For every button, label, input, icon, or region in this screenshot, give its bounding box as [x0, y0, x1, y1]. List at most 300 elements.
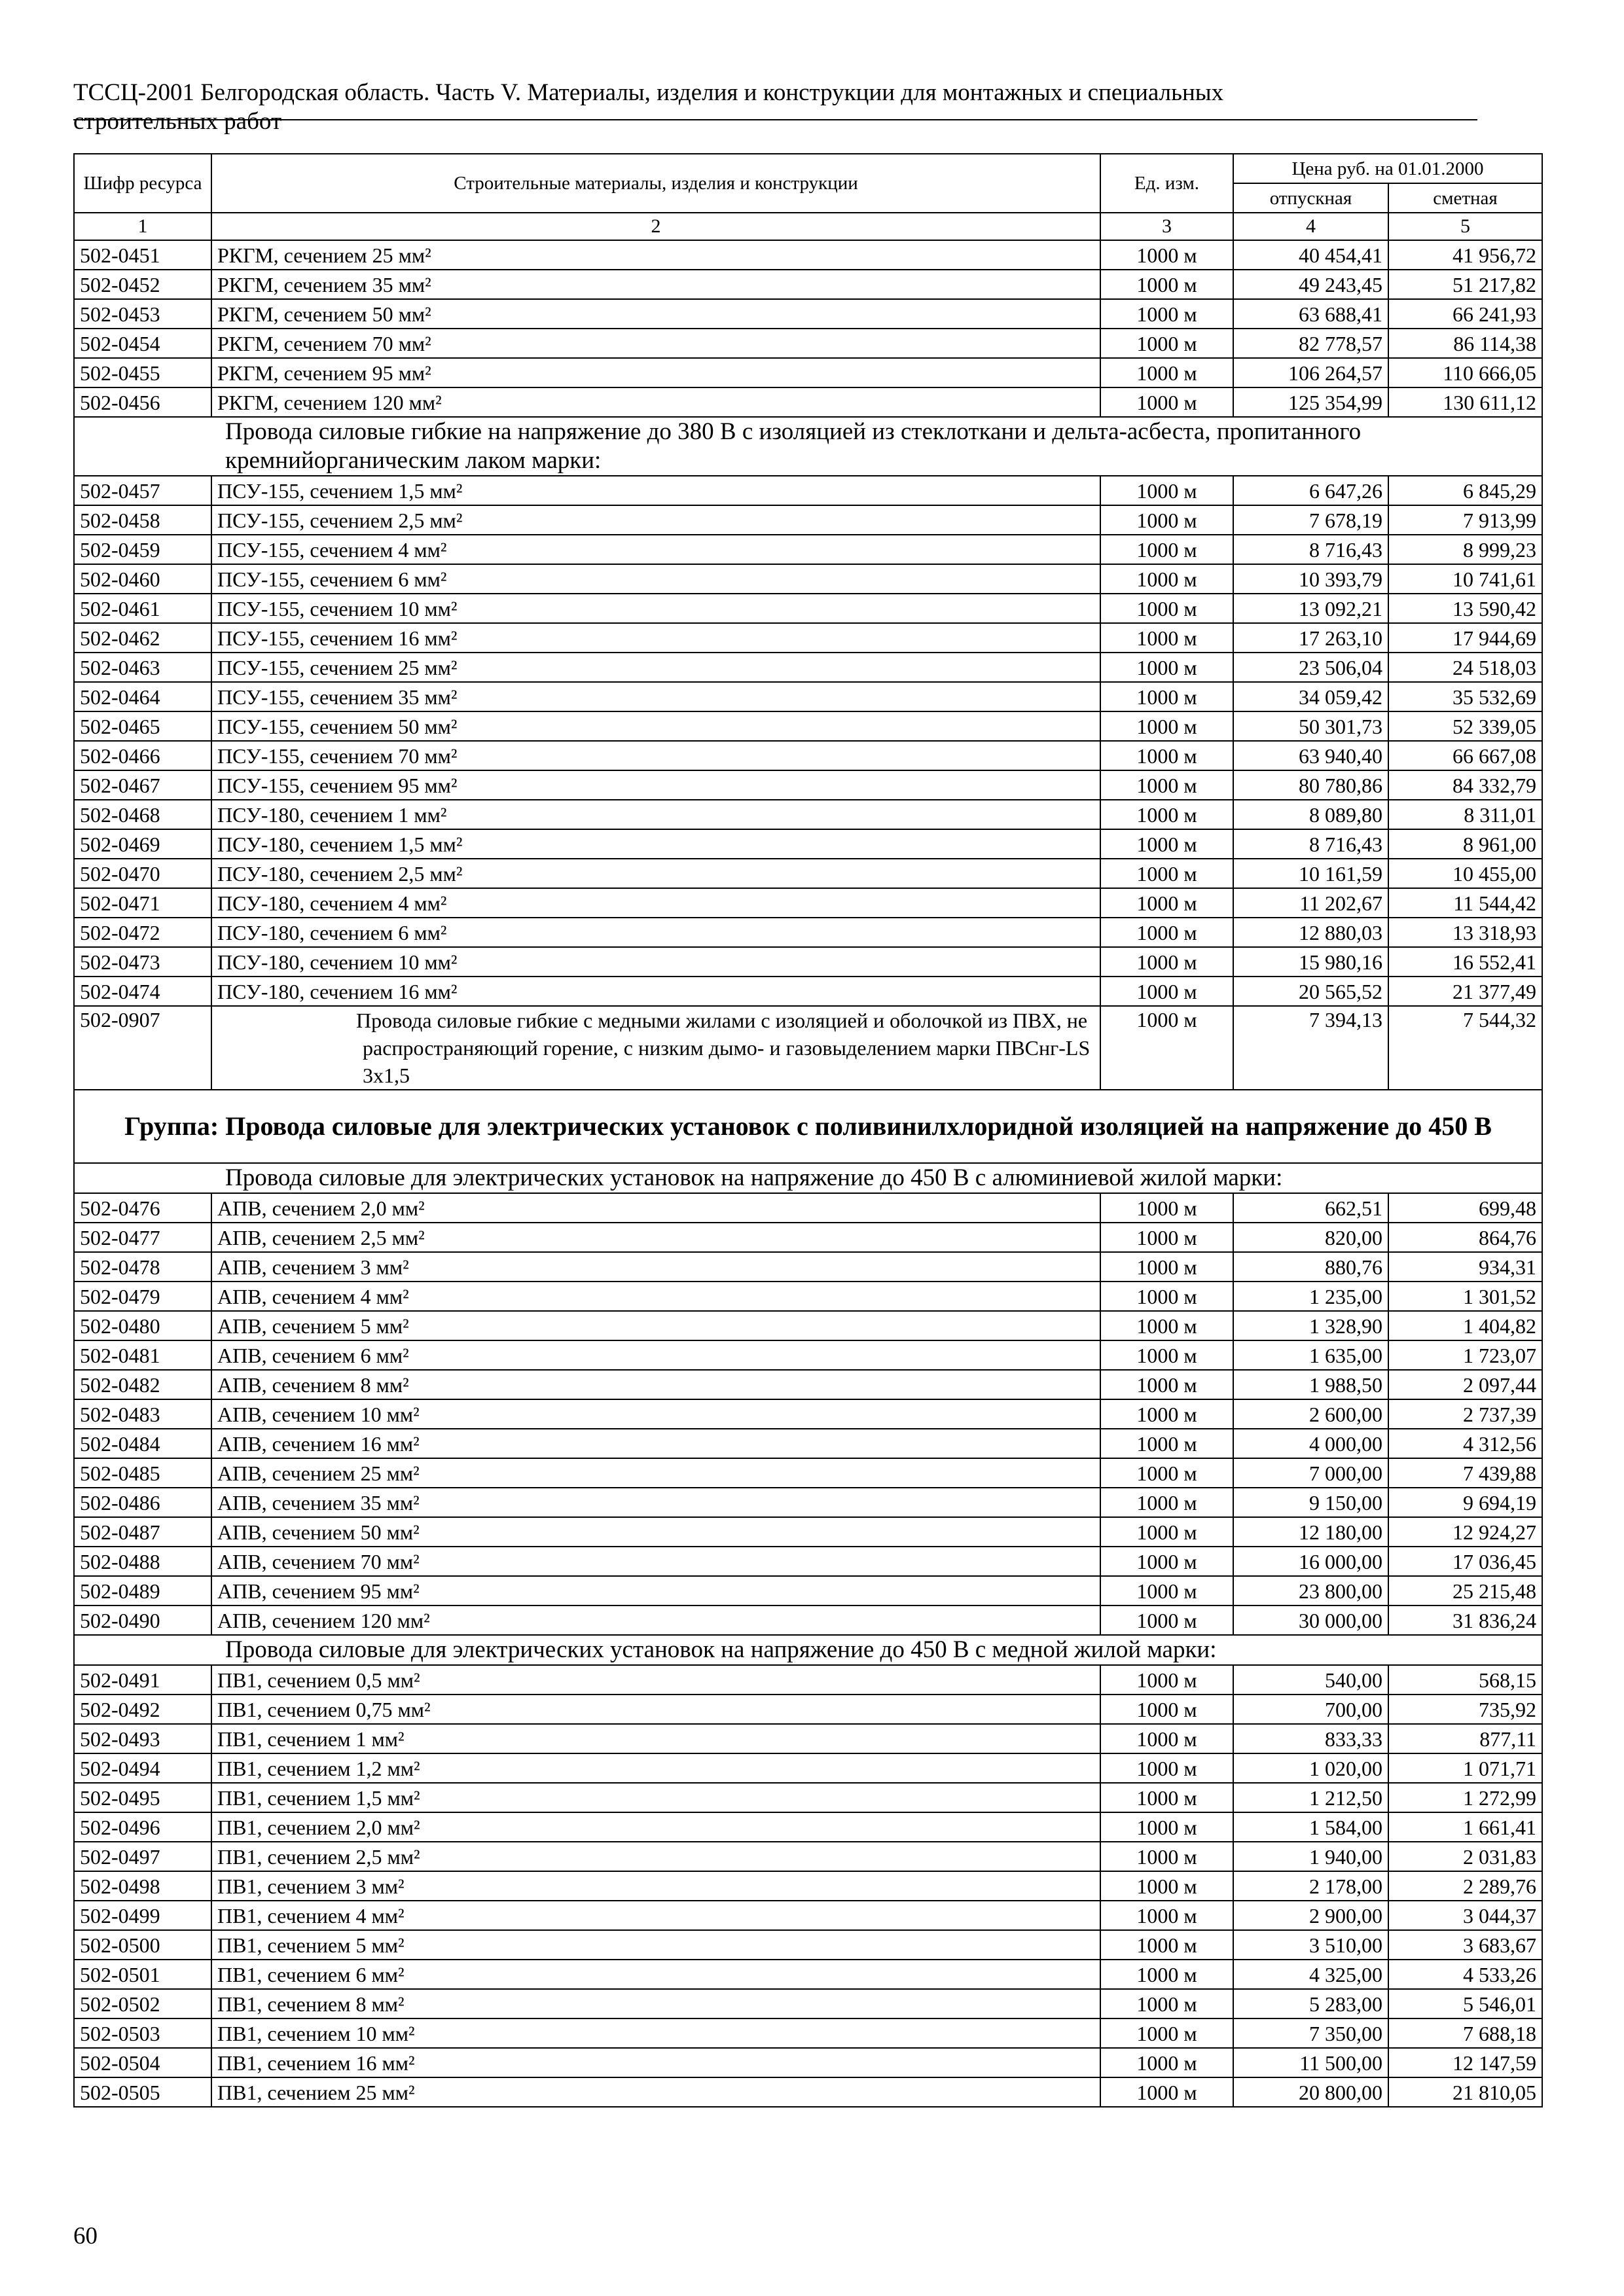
column-number: 3 — [1100, 213, 1233, 240]
material-name: РКГМ, сечением 25 мм² — [211, 240, 1100, 270]
material-name: РКГМ, сечением 120 мм² — [211, 387, 1100, 417]
table-row — [74, 535, 1542, 564]
material-name: ПСУ-155, сечением 95 мм² — [211, 770, 1100, 800]
unit: 1000 м — [1100, 800, 1233, 829]
column-header-estimate: сметная — [1388, 183, 1542, 213]
column-number: 1 — [74, 213, 211, 240]
resource-code: 502-0467 — [74, 770, 211, 800]
resource-code: 502-0484 — [74, 1429, 211, 1458]
unit: 1000 м — [1100, 1006, 1233, 1090]
estimate-price: 51 217,82 — [1388, 270, 1542, 299]
estimate-price: 66 241,93 — [1388, 299, 1542, 329]
unit: 1000 м — [1100, 1842, 1233, 1871]
estimate-price: 130 611,12 — [1388, 387, 1542, 417]
unit: 1000 м — [1100, 770, 1233, 800]
estimate-price: 7 439,88 — [1388, 1458, 1542, 1488]
material-name: РКГМ, сечением 70 мм² — [211, 329, 1100, 358]
material-name: АПВ, сечением 35 мм² — [211, 1488, 1100, 1517]
table-row — [74, 270, 1542, 299]
material-name: ПСУ-180, сечением 2,5 мм² — [211, 859, 1100, 888]
unit: 1000 м — [1100, 270, 1233, 299]
resource-code: 502-0459 — [74, 535, 211, 564]
estimate-price: 17 036,45 — [1388, 1547, 1542, 1576]
wholesale-price: 1 212,50 — [1233, 1783, 1388, 1812]
material-name: ПСУ-180, сечением 10 мм² — [211, 947, 1100, 977]
wholesale-price: 80 780,86 — [1233, 770, 1388, 800]
unit: 1000 м — [1100, 387, 1233, 417]
table-row — [74, 829, 1542, 859]
material-name: АПВ, сечением 6 мм² — [211, 1340, 1100, 1370]
wholesale-price: 6 647,26 — [1233, 476, 1388, 505]
resource-code: 502-0478 — [74, 1252, 211, 1282]
column-header-wholesale: отпускная — [1233, 183, 1388, 213]
material-name: АПВ, сечением 16 мм² — [211, 1429, 1100, 1458]
wholesale-price: 2 600,00 — [1233, 1399, 1388, 1429]
material-name: ПСУ-155, сечением 4 мм² — [211, 535, 1100, 564]
material-name: АПВ, сечением 5 мм² — [211, 1311, 1100, 1340]
wholesale-price: 3 510,00 — [1233, 1930, 1388, 1960]
material-name: ПСУ-155, сечением 50 мм² — [211, 711, 1100, 741]
section-pvsng — [74, 1006, 1542, 1090]
wholesale-price: 30 000,00 — [1233, 1605, 1388, 1635]
unit: 1000 м — [1100, 1695, 1233, 1724]
column-header-price-group: Цена руб. на 01.01.2000 — [1233, 154, 1542, 183]
table-row — [74, 594, 1542, 623]
estimate-price: 41 956,72 — [1388, 240, 1542, 270]
wholesale-price: 1 584,00 — [1233, 1812, 1388, 1842]
price-table — [73, 153, 1543, 2108]
unit: 1000 м — [1100, 888, 1233, 918]
material-name: ПСУ-155, сечением 16 мм² — [211, 623, 1100, 653]
estimate-price: 21 377,49 — [1388, 977, 1542, 1006]
estimate-price: 934,31 — [1388, 1252, 1542, 1282]
estimate-price: 24 518,03 — [1388, 653, 1542, 682]
unit: 1000 м — [1100, 358, 1233, 387]
unit: 1000 м — [1100, 2018, 1233, 2048]
resource-code: 502-0487 — [74, 1517, 211, 1547]
resource-code: 502-0463 — [74, 653, 211, 682]
estimate-price: 13 590,42 — [1388, 594, 1542, 623]
estimate-price: 10 455,00 — [1388, 859, 1542, 888]
wholesale-price: 63 940,40 — [1233, 741, 1388, 770]
estimate-price: 11 544,42 — [1388, 888, 1542, 918]
resource-code: 502-0481 — [74, 1340, 211, 1370]
resource-code: 502-0451 — [74, 240, 211, 270]
unit: 1000 м — [1100, 2077, 1233, 2107]
table-row — [74, 977, 1542, 1006]
unit: 1000 м — [1100, 623, 1233, 653]
table-row — [74, 1340, 1542, 1370]
resource-code: 502-0461 — [74, 594, 211, 623]
resource-code: 502-0452 — [74, 270, 211, 299]
material-name: АПВ, сечением 95 мм² — [211, 1576, 1100, 1605]
wholesale-price: 9 150,00 — [1233, 1488, 1388, 1517]
wholesale-price: 8 089,80 — [1233, 800, 1388, 829]
material-name: ПСУ-155, сечением 25 мм² — [211, 653, 1100, 682]
unit: 1000 м — [1100, 1488, 1233, 1517]
material-name: ПВ1, сечением 25 мм² — [211, 2077, 1100, 2107]
section-pv1-heading — [74, 1635, 1542, 1665]
material-name: ПСУ-180, сечением 1 мм² — [211, 800, 1100, 829]
table-row — [74, 682, 1542, 711]
resource-code: 502-0457 — [74, 476, 211, 505]
unit: 1000 м — [1100, 741, 1233, 770]
unit: 1000 м — [1100, 2048, 1233, 2077]
material-name: АПВ, сечением 50 мм² — [211, 1517, 1100, 1547]
unit: 1000 м — [1100, 299, 1233, 329]
column-header-unit: Ед. изм. — [1100, 154, 1233, 213]
estimate-price: 735,92 — [1388, 1695, 1542, 1724]
resource-code: 502-0503 — [74, 2018, 211, 2048]
resource-code: 502-0485 — [74, 1458, 211, 1488]
estimate-price: 25 215,48 — [1388, 1576, 1542, 1605]
material-name: Провода силовые гибкие с медными жилами с изоляцией и оболочкой из ПВХ, не распространяющий горение, с низким дымо- и газовыделением марки ПВСнг-LS 3х1,5 — [211, 1006, 1100, 1090]
estimate-price: 9 694,19 — [1388, 1488, 1542, 1517]
wholesale-price: 23 800,00 — [1233, 1576, 1388, 1605]
resource-code: 502-0483 — [74, 1399, 211, 1429]
wholesale-price: 50 301,73 — [1233, 711, 1388, 741]
wholesale-price: 13 092,21 — [1233, 594, 1388, 623]
estimate-price: 12 147,59 — [1388, 2048, 1542, 2077]
unit: 1000 м — [1100, 240, 1233, 270]
unit: 1000 м — [1100, 1252, 1233, 1282]
resource-code: 502-0495 — [74, 1783, 211, 1812]
table-row — [74, 1665, 1542, 1695]
page-header — [73, 79, 1477, 136]
estimate-price: 699,48 — [1388, 1193, 1542, 1223]
wholesale-price: 34 059,42 — [1233, 682, 1388, 711]
table-row — [74, 918, 1542, 947]
material-name: ПСУ-180, сечением 4 мм² — [211, 888, 1100, 918]
wholesale-price: 4 325,00 — [1233, 1960, 1388, 1989]
wholesale-price: 1 328,90 — [1233, 1311, 1388, 1340]
table-row — [74, 1311, 1542, 1340]
estimate-price: 86 114,38 — [1388, 329, 1542, 358]
table-row — [74, 888, 1542, 918]
estimate-price: 4 312,56 — [1388, 1429, 1542, 1458]
resource-code: 502-0479 — [74, 1282, 211, 1311]
unit: 1000 м — [1100, 1753, 1233, 1783]
wholesale-price: 7 394,13 — [1233, 1006, 1388, 1090]
table-row — [74, 1370, 1542, 1399]
column-header-name: Строительные материалы, изделия и конструкции — [211, 154, 1100, 213]
unit: 1000 м — [1100, 1930, 1233, 1960]
section-psu — [74, 476, 1542, 1006]
resource-code: 502-0497 — [74, 1842, 211, 1871]
table-row — [74, 1282, 1542, 1311]
table-row — [74, 1193, 1542, 1223]
material-name: АПВ, сечением 70 мм² — [211, 1547, 1100, 1576]
unit: 1000 м — [1100, 1783, 1233, 1812]
estimate-price: 3 683,67 — [1388, 1930, 1542, 1960]
estimate-price: 31 836,24 — [1388, 1605, 1542, 1635]
material-name: ПВ1, сечением 2,0 мм² — [211, 1812, 1100, 1842]
estimate-price: 7 688,18 — [1388, 2018, 1542, 2048]
estimate-price: 877,11 — [1388, 1724, 1542, 1753]
estimate-price: 21 810,05 — [1388, 2077, 1542, 2107]
unit: 1000 м — [1100, 1223, 1233, 1252]
resource-code: 502-0501 — [74, 1960, 211, 1989]
estimate-price: 4 533,26 — [1388, 1960, 1542, 1989]
header-line-2: строительных работ — [73, 108, 282, 135]
material-name: АПВ, сечением 4 мм² — [211, 1282, 1100, 1311]
table-row — [74, 1842, 1542, 1871]
header-line-1: ТССЦ-2001 Белгородская область. Часть V. Материалы, изделия и конструкции для монтажных и специальных — [73, 79, 1224, 106]
resource-code: 502-0502 — [74, 1989, 211, 2018]
estimate-price: 6 845,29 — [1388, 476, 1542, 505]
material-name: РКГМ, сечением 35 мм² — [211, 270, 1100, 299]
resource-code: 502-0474 — [74, 977, 211, 1006]
resource-code: 502-0480 — [74, 1311, 211, 1340]
wholesale-price: 1 235,00 — [1233, 1282, 1388, 1311]
estimate-price: 864,76 — [1388, 1223, 1542, 1252]
material-name: РКГМ, сечением 50 мм² — [211, 299, 1100, 329]
subsection-heading: Провода силовые для электрических установок на напряжение до 450 В с алюминиевой жилой марки: — [74, 1163, 1542, 1193]
material-name: РКГМ, сечением 95 мм² — [211, 358, 1100, 387]
table-row — [74, 1871, 1542, 1901]
unit: 1000 м — [1100, 1901, 1233, 1930]
wholesale-price: 106 264,57 — [1233, 358, 1388, 387]
column-numbering-row — [74, 213, 1542, 240]
table-row — [74, 1517, 1542, 1547]
wholesale-price: 1 940,00 — [1233, 1842, 1388, 1871]
material-name: АПВ, сечением 2,0 мм² — [211, 1193, 1100, 1223]
table-row — [74, 1753, 1542, 1783]
wholesale-price: 12 180,00 — [1233, 1517, 1388, 1547]
table-row — [74, 1812, 1542, 1842]
header-rule — [73, 119, 1477, 120]
unit: 1000 м — [1100, 329, 1233, 358]
unit: 1000 м — [1100, 1665, 1233, 1695]
material-name: ПСУ-180, сечением 6 мм² — [211, 918, 1100, 947]
resource-code: 502-0454 — [74, 329, 211, 358]
table-row — [74, 1223, 1542, 1252]
wholesale-price: 20 565,52 — [1233, 977, 1388, 1006]
unit: 1000 м — [1100, 564, 1233, 594]
column-number: 4 — [1233, 213, 1388, 240]
material-name: ПСУ-155, сечением 6 мм² — [211, 564, 1100, 594]
resource-code: 502-0455 — [74, 358, 211, 387]
unit: 1000 м — [1100, 1517, 1233, 1547]
table-row — [74, 505, 1542, 535]
unit: 1000 м — [1100, 476, 1233, 505]
unit: 1000 м — [1100, 1340, 1233, 1370]
table-row — [74, 240, 1542, 270]
table-row — [74, 476, 1542, 505]
table-row — [74, 1429, 1542, 1458]
wholesale-price: 700,00 — [1233, 1695, 1388, 1724]
section-rkgm — [74, 240, 1542, 417]
wholesale-price: 5 283,00 — [1233, 1989, 1388, 2018]
wholesale-price: 15 980,16 — [1233, 947, 1388, 977]
estimate-price: 84 332,79 — [1388, 770, 1542, 800]
table-row — [74, 1458, 1542, 1488]
wholesale-price: 17 263,10 — [1233, 623, 1388, 653]
estimate-price: 2 031,83 — [1388, 1842, 1542, 1871]
estimate-price: 2 289,76 — [1388, 1871, 1542, 1901]
estimate-price: 3 044,37 — [1388, 1901, 1542, 1930]
estimate-price: 13 318,93 — [1388, 918, 1542, 947]
material-name: ПВ1, сечением 0,75 мм² — [211, 1695, 1100, 1724]
wholesale-price: 10 393,79 — [1233, 564, 1388, 594]
material-name: ПВ1, сечением 4 мм² — [211, 1901, 1100, 1930]
material-name: ПСУ-180, сечением 16 мм² — [211, 977, 1100, 1006]
resource-code: 502-0477 — [74, 1223, 211, 1252]
table-row — [74, 947, 1542, 977]
material-name: ПВ1, сечением 1,2 мм² — [211, 1753, 1100, 1783]
table-row — [74, 329, 1542, 358]
subsection-heading: Провода силовые гибкие на напряжение до 380 В с изоляцией из стеклоткани и дельта-асбеста, пропитанного кремнийорганическим лаком марки: — [74, 417, 1542, 476]
table-row — [74, 1605, 1542, 1635]
section-apv — [74, 1193, 1542, 1635]
unit: 1000 м — [1100, 682, 1233, 711]
unit: 1000 м — [1100, 829, 1233, 859]
wholesale-price: 11 202,67 — [1233, 888, 1388, 918]
table-row — [74, 623, 1542, 653]
table-row — [74, 1252, 1542, 1282]
resource-code: 502-0496 — [74, 1812, 211, 1842]
material-name: ПВ1, сечением 6 мм² — [211, 1960, 1100, 1989]
resource-code: 502-0460 — [74, 564, 211, 594]
column-number: 2 — [211, 213, 1100, 240]
estimate-price: 2 097,44 — [1388, 1370, 1542, 1399]
resource-code: 502-0465 — [74, 711, 211, 741]
resource-code: 502-0488 — [74, 1547, 211, 1576]
material-name: АПВ, сечением 2,5 мм² — [211, 1223, 1100, 1252]
estimate-price: 8 999,23 — [1388, 535, 1542, 564]
unit: 1000 м — [1100, 1960, 1233, 1989]
estimate-price: 1 404,82 — [1388, 1311, 1542, 1340]
material-name: ПВ1, сечением 0,5 мм² — [211, 1665, 1100, 1695]
estimate-price: 17 944,69 — [1388, 623, 1542, 653]
table-row — [74, 1488, 1542, 1517]
table-row — [74, 299, 1542, 329]
wholesale-price: 20 800,00 — [1233, 2077, 1388, 2107]
material-name: ПВ1, сечением 3 мм² — [211, 1871, 1100, 1901]
material-name: ПСУ-155, сечением 2,5 мм² — [211, 505, 1100, 535]
unit: 1000 м — [1100, 1812, 1233, 1842]
table-row — [74, 2048, 1542, 2077]
table-row — [74, 859, 1542, 888]
wholesale-price: 540,00 — [1233, 1665, 1388, 1695]
resource-code: 502-0491 — [74, 1665, 211, 1695]
unit: 1000 м — [1100, 1193, 1233, 1223]
unit: 1000 м — [1100, 1429, 1233, 1458]
resource-code: 502-0466 — [74, 741, 211, 770]
unit: 1000 м — [1100, 653, 1233, 682]
estimate-price: 16 552,41 — [1388, 947, 1542, 977]
resource-code: 502-0489 — [74, 1576, 211, 1605]
estimate-price: 35 532,69 — [1388, 682, 1542, 711]
resource-code: 502-0499 — [74, 1901, 211, 1930]
estimate-price: 110 666,05 — [1388, 358, 1542, 387]
table-row — [74, 2077, 1542, 2107]
material-name: ПСУ-180, сечением 1,5 мм² — [211, 829, 1100, 859]
unit: 1000 м — [1100, 859, 1233, 888]
material-name: ПСУ-155, сечением 10 мм² — [211, 594, 1100, 623]
material-name: ПВ1, сечением 1 мм² — [211, 1724, 1100, 1753]
estimate-price: 7 913,99 — [1388, 505, 1542, 535]
resource-code: 502-0473 — [74, 947, 211, 977]
wholesale-price: 1 020,00 — [1233, 1753, 1388, 1783]
wholesale-price: 662,51 — [1233, 1193, 1388, 1223]
resource-code: 502-0464 — [74, 682, 211, 711]
table-row — [74, 1399, 1542, 1429]
resource-code: 502-0453 — [74, 299, 211, 329]
unit: 1000 м — [1100, 977, 1233, 1006]
group-heading: Группа: Провода силовые для электрических установок с поливинилхлоридной изоляцией на напряжение до 450 В — [74, 1090, 1542, 1163]
resource-code: 502-0471 — [74, 888, 211, 918]
wholesale-price: 12 880,03 — [1233, 918, 1388, 947]
table-row — [74, 2018, 1542, 2048]
wholesale-price: 4 000,00 — [1233, 1429, 1388, 1458]
material-name: АПВ, сечением 25 мм² — [211, 1458, 1100, 1488]
unit: 1000 м — [1100, 1724, 1233, 1753]
material-name: ПВ1, сечением 1,5 мм² — [211, 1783, 1100, 1812]
unit: 1000 м — [1100, 1989, 1233, 2018]
resource-code: 502-0500 — [74, 1930, 211, 1960]
wholesale-price: 7 350,00 — [1233, 2018, 1388, 2048]
unit: 1000 м — [1100, 1458, 1233, 1488]
wholesale-price: 8 716,43 — [1233, 829, 1388, 859]
material-name: АПВ, сечением 8 мм² — [211, 1370, 1100, 1399]
resource-code: 502-0458 — [74, 505, 211, 535]
unit: 1000 м — [1100, 1311, 1233, 1340]
resource-code: 502-0456 — [74, 387, 211, 417]
wholesale-price: 16 000,00 — [1233, 1547, 1388, 1576]
wholesale-price: 7 678,19 — [1233, 505, 1388, 535]
unit: 1000 м — [1100, 711, 1233, 741]
section-psu-heading — [74, 417, 1542, 476]
wholesale-price: 125 354,99 — [1233, 387, 1388, 417]
table-row — [74, 1930, 1542, 1960]
table-row — [74, 741, 1542, 770]
unit: 1000 м — [1100, 1282, 1233, 1311]
estimate-price: 12 924,27 — [1388, 1517, 1542, 1547]
resource-code: 502-0498 — [74, 1871, 211, 1901]
estimate-price: 1 301,52 — [1388, 1282, 1542, 1311]
unit: 1000 м — [1100, 594, 1233, 623]
table-row — [74, 800, 1542, 829]
unit: 1000 м — [1100, 947, 1233, 977]
wholesale-price: 82 778,57 — [1233, 329, 1388, 358]
wholesale-price: 1 635,00 — [1233, 1340, 1388, 1370]
table-row — [74, 1783, 1542, 1812]
material-name: ПВ1, сечением 2,5 мм² — [211, 1842, 1100, 1871]
resource-code: 502-0504 — [74, 2048, 211, 2077]
estimate-price: 1 071,71 — [1388, 1753, 1542, 1783]
estimate-price: 1 661,41 — [1388, 1812, 1542, 1842]
table-row — [74, 358, 1542, 387]
wholesale-price: 23 506,04 — [1233, 653, 1388, 682]
resource-code: 502-0486 — [74, 1488, 211, 1517]
wholesale-price: 49 243,45 — [1233, 270, 1388, 299]
wholesale-price: 880,76 — [1233, 1252, 1388, 1282]
wholesale-price: 2 178,00 — [1233, 1871, 1388, 1901]
resource-code: 502-0907 — [74, 1006, 211, 1090]
material-name: ПСУ-155, сечением 1,5 мм² — [211, 476, 1100, 505]
table-row — [74, 564, 1542, 594]
estimate-price: 52 339,05 — [1388, 711, 1542, 741]
material-name: ПСУ-155, сечением 70 мм² — [211, 741, 1100, 770]
resource-code: 502-0505 — [74, 2077, 211, 2107]
table-row — [74, 653, 1542, 682]
table-row — [74, 1901, 1542, 1930]
unit: 1000 м — [1100, 1576, 1233, 1605]
estimate-price: 8 961,00 — [1388, 829, 1542, 859]
unit: 1000 м — [1100, 1370, 1233, 1399]
column-header-code: Шифр ресурса — [74, 154, 211, 213]
